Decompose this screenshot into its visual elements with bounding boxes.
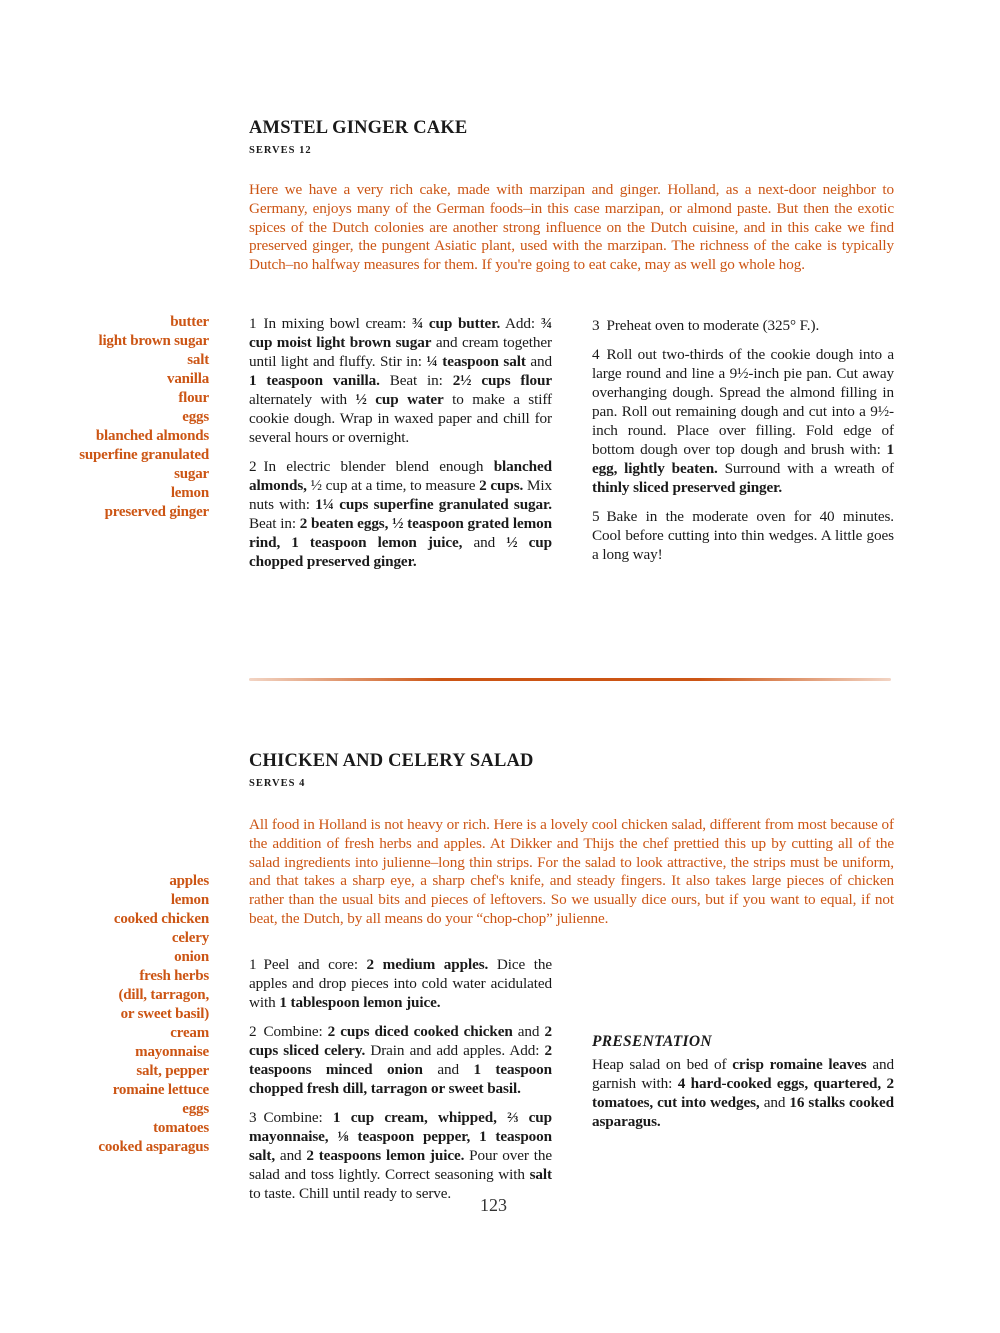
ingredient-list: [40, 313, 209, 522]
step-text: Drain and add apples. Add:: [365, 1042, 545, 1059]
step-text-bold: salt: [529, 1166, 552, 1183]
step-text: and: [462, 534, 507, 551]
step-text-bold: ½ cup water: [355, 391, 444, 408]
step-number: 2: [249, 458, 257, 475]
presentation-text: [592, 1055, 894, 1131]
ingredient-item: celery: [171, 930, 209, 946]
step-text: and: [759, 1094, 790, 1111]
recipe-step: [249, 457, 552, 571]
steps-column-left: [249, 955, 552, 1213]
ingredient-item: butter: [170, 314, 209, 330]
recipe-step: [249, 314, 552, 447]
step-text: and: [525, 353, 552, 370]
recipe-intro: All food in Holland is not heavy or rich. Here is a lovely cool chicken salad, different from most because of the addition of fresh herbs and apples. At Dikker and Thijs the chef prettied this up by cutting all of the salad ingredients into julienne–long thin strips. For the salad to look attractive, the strips must be uniform, and that takes a sharp eye, a sharp chef's knife, and steady fingers. It also takes large pieces of chicken rather than the usual bits and pieces of leftovers. So we usually dice ours, but if you want to equal, if not beat, the Dutch, by all means do your “chop-chop” julienne.: [249, 816, 894, 927]
ingredient-item: light brown sugar: [98, 333, 209, 349]
step-text-bold: 1 cup cream, whipped, ⅔ cup mayonnaise, ⅛ teaspoon pepper, 1 teaspoon salt,: [249, 1109, 552, 1164]
step-number: 2: [249, 1023, 257, 1040]
step-text-bold: 2½ cups flour: [452, 372, 552, 389]
step-text: In electric blender blend enough: [263, 458, 494, 475]
step-text: to taste. Chill until ready to serve.: [249, 1185, 452, 1202]
presentation-heading: PRESENTATION: [592, 1033, 712, 1050]
step-text-bold: 2 cups sliced celery.: [249, 1023, 552, 1059]
step-text-bold: 2 medium apples.: [366, 956, 489, 973]
ingredient-item: flour: [178, 390, 209, 406]
step-text: Peel and core:: [263, 956, 367, 973]
ingredient-item: or sweet basil): [120, 1006, 209, 1022]
step-text-bold: 1 egg, lightly beaten.: [592, 441, 894, 477]
recipe-title: AMSTEL GINGER CAKE: [249, 118, 468, 138]
page-number: 123: [480, 1195, 507, 1215]
step-text: Add:: [500, 315, 541, 332]
steps-column-right: [592, 1033, 894, 1141]
step-number: 4: [592, 346, 600, 363]
step-text: Beat in:: [249, 515, 300, 532]
ingredient-item: mayonnaise: [135, 1044, 209, 1060]
ingredient-item: preserved ginger: [104, 504, 209, 520]
step-text: and garnish with:: [592, 1056, 894, 1092]
ingredient-item: lemon: [170, 892, 209, 908]
step-text: In mixing bowl cream:: [263, 315, 412, 332]
section-divider: [249, 678, 891, 681]
step-text-bold: ¾ cup butter.: [411, 315, 501, 332]
step-text: Dice the apples and drop pieces into cold water acidulated with: [249, 956, 552, 1011]
steps-column-left: [249, 314, 552, 581]
step-text: Heap salad on bed of: [592, 1056, 733, 1073]
ingredient-item: romaine lettuce: [112, 1082, 209, 1098]
recipe-step: [249, 955, 552, 1012]
ingredient-item: vanilla: [167, 371, 209, 387]
step-text-bold: thinly sliced preserved ginger.: [592, 479, 783, 496]
step-text: Bake in the moderate oven for 40 minutes. Cool before cutting into thin wedges. A little goes a long way!: [592, 508, 894, 563]
ingredient-item: (dill, tarragon,: [118, 987, 209, 1003]
step-text-bold: 1 tablespoon lemon juice.: [279, 994, 441, 1011]
ingredient-list: [40, 872, 209, 1157]
step-number: 3: [592, 317, 600, 334]
ingredient-item: tomatoes: [153, 1120, 209, 1136]
recipe-serves: SERVES 12: [249, 145, 312, 156]
step-text: Mix nuts with:: [249, 477, 553, 513]
step-text-bold: ¼ teaspoon salt: [426, 353, 526, 370]
step-text-bold: 2 beaten eggs, ½ teaspoon grated lemon rind, 1 teaspoon lemon juice,: [249, 515, 553, 551]
step-text: Surround with a wreath of: [717, 460, 894, 477]
recipe-step: [592, 316, 894, 335]
recipe-step: [592, 345, 894, 497]
recipe-step: [592, 507, 894, 564]
ingredient-item: superfine granulated: [79, 447, 209, 463]
step-text: to make a stiff cookie dough. Wrap in waxed paper and chill for several hours or overnight.: [249, 391, 553, 446]
step-number: 1: [249, 956, 257, 973]
ingredient-item: cooked chicken: [113, 911, 209, 927]
step-text-bold: crisp romaine leaves: [732, 1056, 867, 1073]
step-text: and: [512, 1023, 545, 1040]
steps-column-right: [592, 316, 894, 574]
step-text: ½ cup at a time, to measure: [306, 477, 480, 494]
ingredient-item: eggs: [182, 1101, 209, 1117]
ingredient-item: apples: [169, 873, 209, 889]
step-number: 5: [592, 508, 600, 525]
step-text-bold: 1¼ cups superfine granulated sugar.: [315, 496, 552, 513]
ingredient-item: eggs: [182, 409, 209, 425]
ingredient-item: blanched almonds: [95, 428, 209, 444]
step-text: Pour over the salad and toss lightly. Correct seasoning with: [249, 1147, 552, 1183]
step-text-bold: blanched almonds,: [249, 458, 552, 494]
recipe-title: CHICKEN AND CELERY SALAD: [249, 751, 534, 771]
recipe-step: [249, 1108, 552, 1203]
step-text-bold: 4 hard-cooked eggs, quartered, 2 tomatoes, cut into wedges,: [592, 1075, 894, 1111]
recipe-intro: Here we have a very rich cake, made with marzipan and ginger. Holland, as a next-door neighbor to Germany, enjoys many of the German foods–in this case marzipan, or almond paste. But then the exotic spices of the Dutch colonies are another strong influence on the Dutch cuisine, and in this cake we find preserved ginger, the pungent Asiatic plant, used with the marzipan. The richness of the cake is typically Dutch–no halfway measures for them. If you're going to eat cake, may as well go whole hog.: [249, 181, 894, 274]
step-text: Combine:: [263, 1109, 333, 1126]
ingredient-item: salt: [187, 352, 209, 368]
step-text: and: [422, 1061, 474, 1078]
ingredient-item: lemon: [170, 485, 209, 501]
step-text: and cream together until light and fluffy. Stir in:: [249, 334, 552, 370]
ingredient-item: cooked asparagus: [98, 1139, 209, 1155]
step-text: and: [275, 1147, 307, 1164]
step-text-bold: 16 stalks cooked asparagus.: [592, 1094, 894, 1130]
step-text-bold: ½ cup chopped preserved ginger.: [249, 534, 552, 570]
step-number: 1: [249, 315, 257, 332]
step-text-bold: ¾ cup moist light brown sugar: [249, 315, 552, 351]
ingredient-item: sugar: [174, 466, 209, 482]
step-number: 3: [249, 1109, 257, 1126]
step-text-bold: 1 teaspoon chopped fresh dill, tarragon or sweet basil.: [249, 1061, 553, 1097]
step-text-bold: 2 cups.: [479, 477, 524, 494]
step-text: alternately with: [249, 391, 356, 408]
ingredient-item: salt, pepper: [136, 1063, 209, 1079]
step-text-bold: 2 teaspoons lemon juice.: [306, 1147, 465, 1164]
ingredient-item: cream: [170, 1025, 209, 1041]
step-text: Beat in:: [379, 372, 453, 389]
step-text-bold: 2 cups diced cooked chicken: [327, 1023, 513, 1040]
step-text-bold: 2 teaspoons minced onion: [249, 1042, 552, 1078]
recipe-serves: SERVES 4: [249, 778, 306, 789]
step-text-bold: 1 teaspoon vanilla.: [249, 372, 380, 389]
ingredient-item: onion: [174, 949, 209, 965]
step-text: Combine:: [263, 1023, 328, 1040]
step-text: Roll out two-thirds of the cookie dough into a large round and line a 9½-inch pie pan. Cut away overhanging dough. Spread the almond filling in pan. Roll out remaining dough and cut into a 9½-inch round. Place over filling. Fold edge of bottom dough over top dough and brush with:: [592, 346, 894, 458]
step-text: Preheat oven to moderate (325° F.).: [606, 317, 820, 334]
ingredient-item: fresh herbs: [139, 968, 209, 984]
recipe-step: [249, 1022, 552, 1098]
